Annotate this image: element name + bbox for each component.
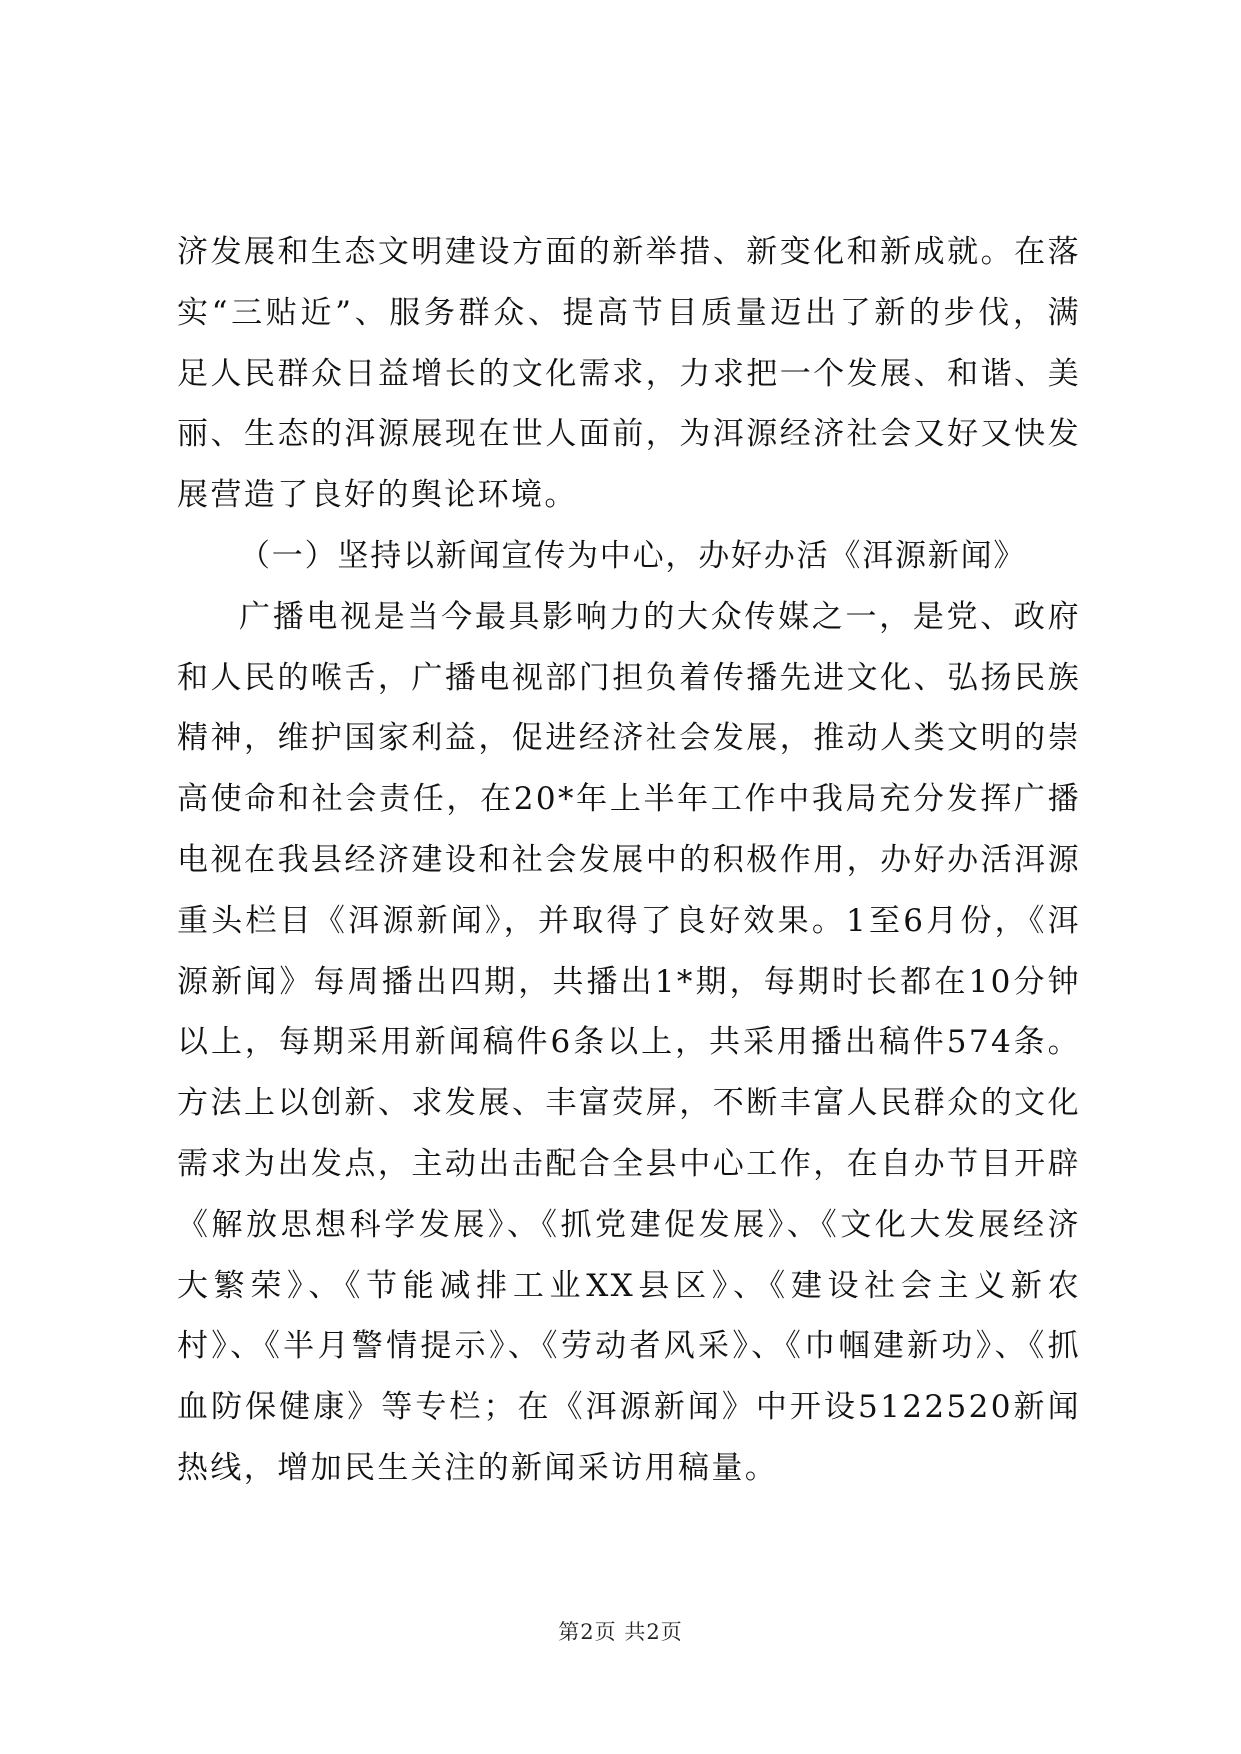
page-number-footer: 第2页 共2页: [558, 1620, 683, 1644]
section-heading: （一）坚持以新闻宣传为中心，办好办活《洱源新闻》: [239, 537, 1027, 574]
paragraph-body: 广播电视是当今最具影响力的大众传媒之一，是党、政府和人民的喉舌，广播电视部门担负着传播先进文化、弘扬民族精神，维护国家利益，促进经济社会发展，推动人类文明的崇高使命和社会责任，在20*年上半年工作中我局充分发挥广播电视在我县经济建设和社会发展中的积极作用，办好办活洱源重头栏目《洱源新闻》，并取得了良好效果。1至6月份，《洱源新闻》每周播出四期，共播出1*期，每期时长都在10分钟以上，每期采用新闻稿件6条以上，共采用播出稿件574条。方法上以创新、求发展、丰富荧屏，不断丰富人民群众的文化需求为出发点，主动出击配合全县中心工作，在自办节目开辟《解放思想科学发展》、《抓党建促发展》、《文化大发展经济大繁荣》、《节能减排工业XX县区》、《建设社会主义新农村》、《半月警情提示》、《劳动者风采》、《巾帼建新功》、《抓血防保健康》等专栏；在《洱源新闻》中开设5122520新闻热线，增加民生关注的新闻采访用稿量。: [177, 598, 1081, 1486]
paragraph-continuation: 济发展和生态文明建设方面的新举措、新变化和新成就。在落实“三贴近”、服务群众、提高节目质量迈出了新的步伐，满足人民群众日益增长的文化需求，力求把一个发展、和谐、美丽、生态的洱源展现在世人面前，为洱源经济社会又好又快发展营造了良好的舆论环境。: [177, 234, 1081, 514]
document-body: [177, 222, 1081, 1499]
